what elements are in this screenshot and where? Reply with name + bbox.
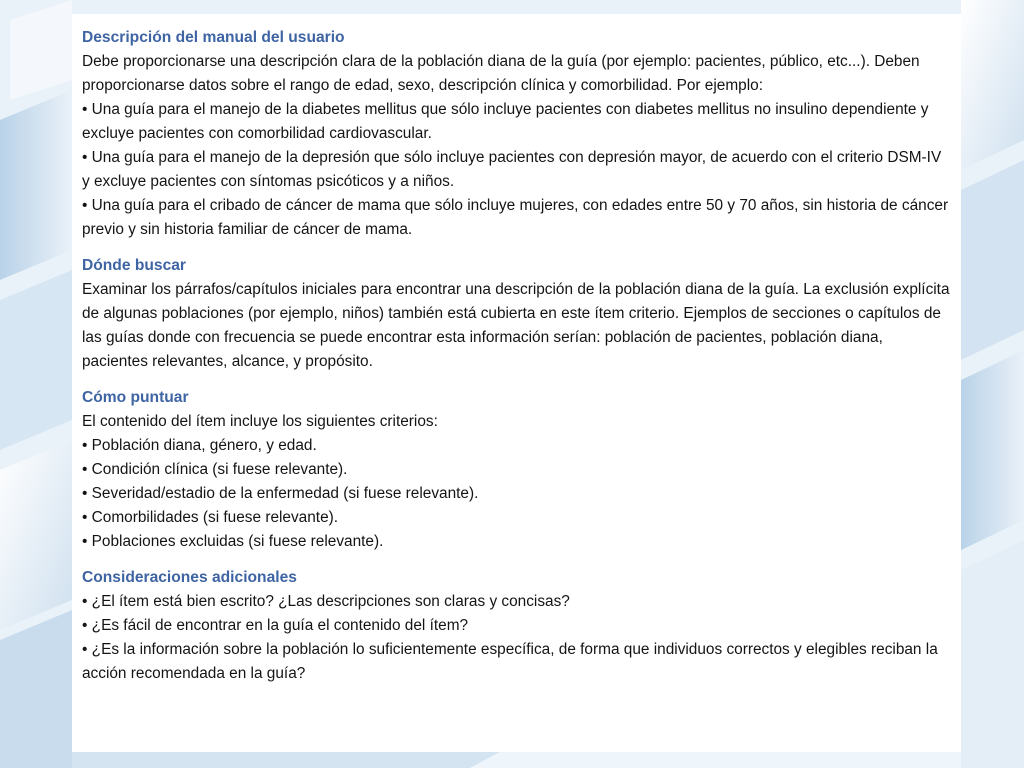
list-item: • Una guía para el manejo de la diabetes mellitus que sólo incluye pacientes con diabetes mellitus no insulino dependiente y excluye pacientes con comorbilidad cardiovascular. xyxy=(82,101,929,142)
section-title-description: Descripción del manual del usuario xyxy=(82,29,345,46)
section-description xyxy=(82,26,951,242)
description-intro: Debe proporcionarse una descripción clara de la población diana de la guía (por ejemplo: pacientes, público, etc...). Deben proporcionarse datos sobre el rango de edad, sexo, descripción clínica y comorbilidad. Por ejemplo: xyxy=(82,53,920,94)
list-item: • Condición clínica (si fuese relevante). xyxy=(82,461,348,478)
list-item: • Severidad/estadio de la enfermedad (si fuese relevante). xyxy=(82,485,479,502)
list-item: • ¿Es la información sobre la población lo suficientemente específica, de forma que individuos correctos y elegibles reciban la acción recomendada en la guía? xyxy=(82,641,938,682)
content-panel xyxy=(72,14,961,752)
section-title-considerations: Consideraciones adicionales xyxy=(82,569,297,586)
scoring-intro: El contenido del ítem incluye los siguientes criterios: xyxy=(82,413,438,430)
section-title-where: Dónde buscar xyxy=(82,257,186,274)
section-title-scoring: Cómo puntuar xyxy=(82,389,189,406)
section-scoring xyxy=(82,386,951,554)
section-where xyxy=(82,254,951,374)
description-bullets xyxy=(82,98,951,242)
list-item: • Comorbilidades (si fuese relevante). xyxy=(82,509,339,526)
list-item: • Población diana, género, y edad. xyxy=(82,437,317,454)
where-body: Examinar los párrafos/capítulos iniciales para encontrar una descripción de la población diana de la guía. La exclusión explícita de algunas poblaciones (por ejemplo, niños) también está cubierta en este ítem criterio. Ejemplos de secciones o capítulos de las guías donde con frecuencia se puede encontrar esta información serían: población de pacientes, población diana, pacientes relevantes, alcance, y propósito. xyxy=(82,281,950,370)
list-item: • Una guía para el cribado de cáncer de mama que sólo incluye mujeres, con edades entre 50 y 70 años, sin historia de cáncer previo y sin historia familiar de cáncer de mama. xyxy=(82,197,949,238)
list-item: • ¿El ítem está bien escrito? ¿Las descripciones son claras y concisas? xyxy=(82,593,570,610)
scoring-bullets xyxy=(82,434,951,554)
list-item: • ¿Es fácil de encontrar en la guía el contenido del ítem? xyxy=(82,617,469,634)
section-considerations xyxy=(82,566,951,686)
list-item: • Poblaciones excluidas (si fuese relevante). xyxy=(82,533,384,550)
considerations-bullets xyxy=(82,590,951,686)
list-item: • Una guía para el manejo de la depresión que sólo incluye pacientes con depresión mayor, de acuerdo con el criterio DSM-IV y excluye pacientes con síntomas psicóticos y a niños. xyxy=(82,149,942,190)
